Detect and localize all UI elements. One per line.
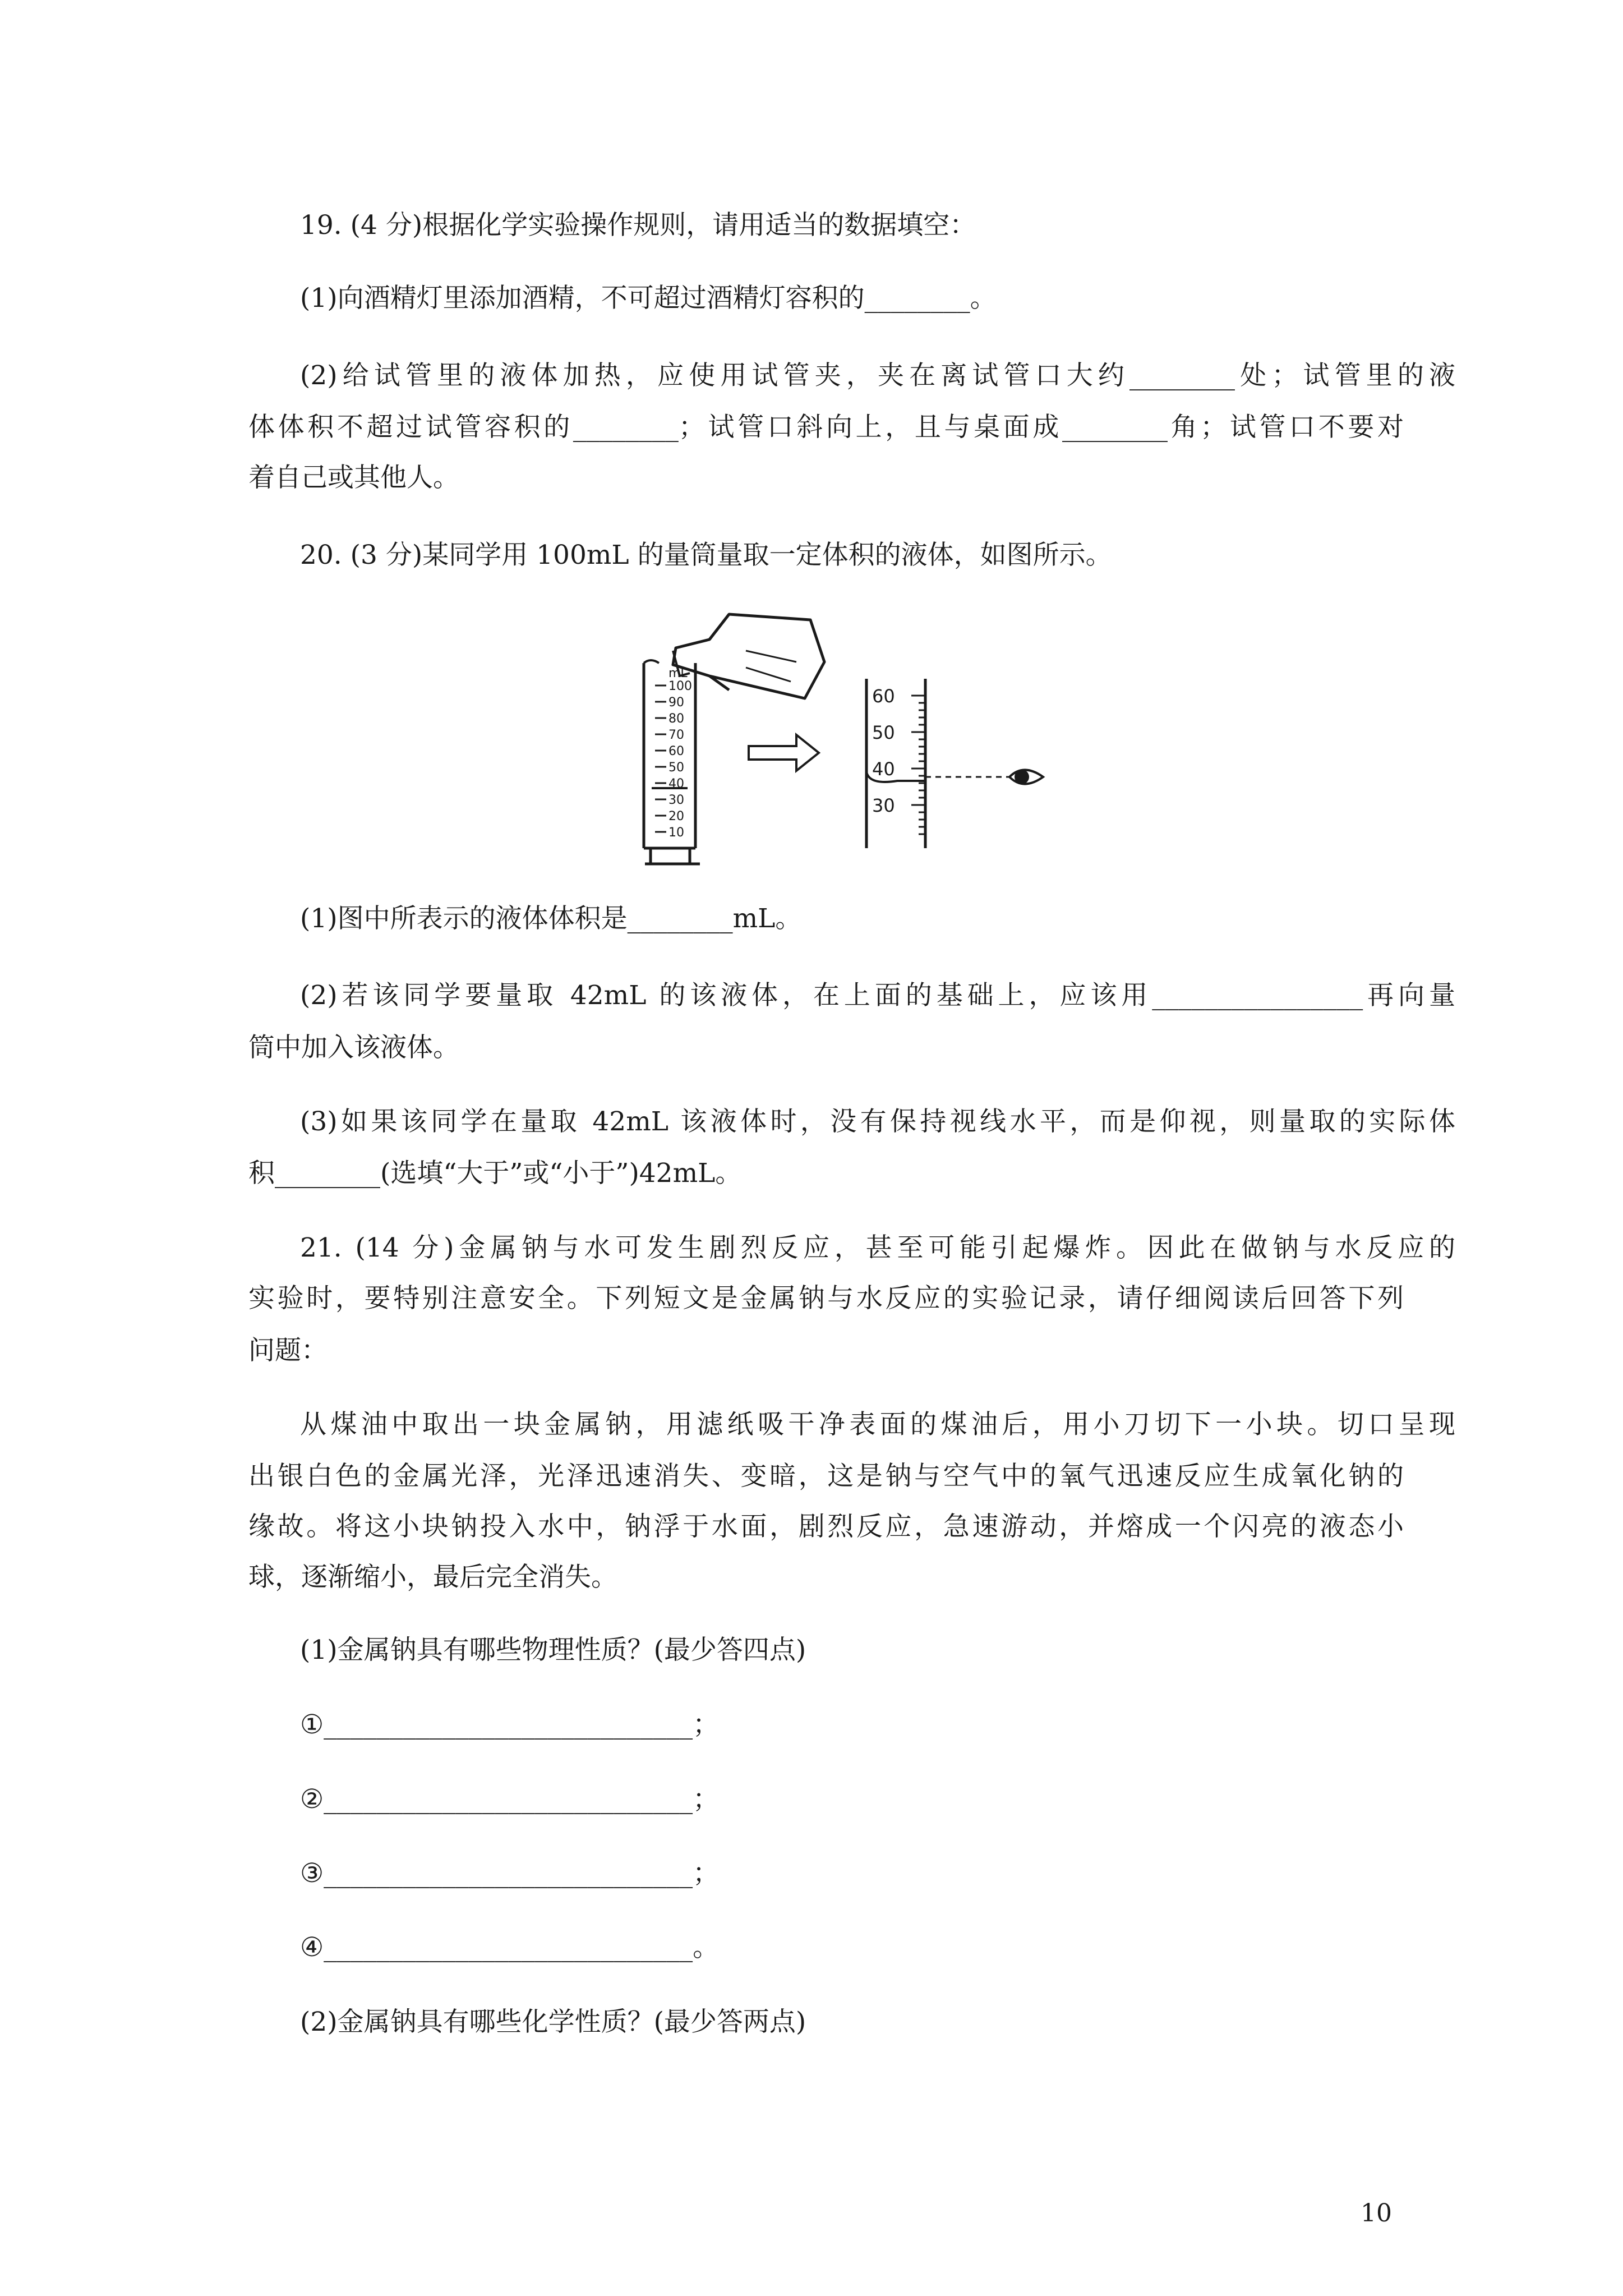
cylinder-tick-label: 60 bbox=[668, 744, 684, 758]
q20-part2-line1: (2)若该同学要量取 42mL 的该液体，在上面的基础上，应该用________________再向量 bbox=[300, 980, 1455, 1011]
q21-part1: (1)金属钠具有哪些物理性质？(最少答四点) bbox=[300, 1635, 806, 1665]
q20-part3-line1: (3)如果该同学在量取 42mL 该液体时，没有保持视线水平，而是仰视，则量取的实际体 bbox=[300, 1106, 1455, 1137]
q21-stem-line2: 实验时，要特别注意安全。下列短文是金属钠与水反应的实验记录，请仔细阅读后回答下列 bbox=[248, 1283, 1404, 1314]
q21-stem-line1: 21. (14 分)金属钠与水可发生剧烈反应，甚至可能引起爆炸。因此在做钠与水反应的 bbox=[300, 1232, 1455, 1263]
cylinder-tick-label: 100 bbox=[668, 679, 692, 693]
zoom-tick-marks bbox=[911, 696, 925, 834]
eye-icon bbox=[1009, 770, 1043, 784]
cylinder-tick-label: 70 bbox=[668, 728, 684, 742]
q21-answer-4: ④____________________________。 bbox=[300, 1932, 720, 1963]
cylinder-spout bbox=[644, 660, 659, 663]
cylinder-tick-label: 50 bbox=[668, 761, 684, 775]
q21-answer-1: ①____________________________； bbox=[300, 1709, 720, 1740]
zoom-tick-label: 60 bbox=[872, 685, 895, 707]
q21-part2: (2)金属钠具有哪些化学性质？(最少答两点) bbox=[300, 2007, 806, 2037]
cylinder-tick-marks bbox=[655, 685, 666, 832]
q21-answer-2: ②____________________________； bbox=[300, 1784, 720, 1815]
cylinder-tick-label: 10 bbox=[668, 826, 684, 840]
q21-passage-line3: 缘故。将这小块钠投入水中，钠浮于水面，剧烈反应，急速游动，并熔成一个闪亮的液态小 bbox=[248, 1511, 1404, 1542]
zoom-tick-label: 40 bbox=[872, 758, 895, 780]
q19-part2-line2: 体体积不超过试管容积的________；试管口斜向上，且与桌面成________角；试管口不要对 bbox=[248, 412, 1404, 443]
cylinder-tick-label: 20 bbox=[668, 809, 684, 823]
q20-part2-line2: 筒中加入该液体。 bbox=[248, 1032, 459, 1063]
cylinder-tick-label: 30 bbox=[668, 793, 684, 807]
zoom-tick-label: 30 bbox=[872, 795, 895, 816]
arrow-icon bbox=[749, 735, 819, 771]
zoom-tick-label: 50 bbox=[872, 722, 895, 743]
cylinder-tick-label: 40 bbox=[668, 777, 684, 791]
q21-passage-line2: 出银白色的金属光泽，光泽迅速消失、变暗，这是钠与空气中的氧气迅速反应生成氧化钠的 bbox=[248, 1461, 1404, 1492]
cylinder-unit-label: mL bbox=[668, 666, 688, 680]
page-number: 10 bbox=[1361, 2199, 1392, 2228]
q19-part2-line1: (2)给试管里的液体加热，应使用试管夹，夹在离试管口大约________处；试管里的液 bbox=[300, 360, 1455, 391]
q20-part3-line2: 积________(选填“大于”或“小于”)42mL。 bbox=[248, 1158, 742, 1189]
q21-passage-line1: 从煤油中取出一块金属钠，用滤纸吸干净表面的煤油后，用小刀切下一小块。切口呈现 bbox=[300, 1409, 1455, 1440]
q19-part1: (1)向酒精灯里添加酒精，不可超过酒精灯容积的________。 bbox=[300, 283, 997, 314]
cylinder-base bbox=[644, 848, 700, 864]
cylinder-tick-label: 80 bbox=[668, 712, 684, 726]
q21-answer-3: ③____________________________； bbox=[300, 1858, 720, 1889]
q19-stem: 19. (4 分)根据化学实验操作规则，请用适当的数据填空： bbox=[300, 210, 976, 241]
cylinder-tick-label: 90 bbox=[668, 696, 684, 710]
q21-stem-line3: 问题： bbox=[248, 1335, 328, 1366]
q20-part1: (1)图中所表示的液体体积是________mL。 bbox=[300, 903, 802, 934]
q20-stem: 20. (3 分)某同学用 100mL 的量筒量取一定体积的液体，如图所示。 bbox=[300, 540, 1112, 570]
q21-passage-line4: 球，逐渐缩小，最后完全消失。 bbox=[248, 1562, 617, 1593]
q19-part2-line3: 着自己或其他人。 bbox=[248, 462, 459, 493]
